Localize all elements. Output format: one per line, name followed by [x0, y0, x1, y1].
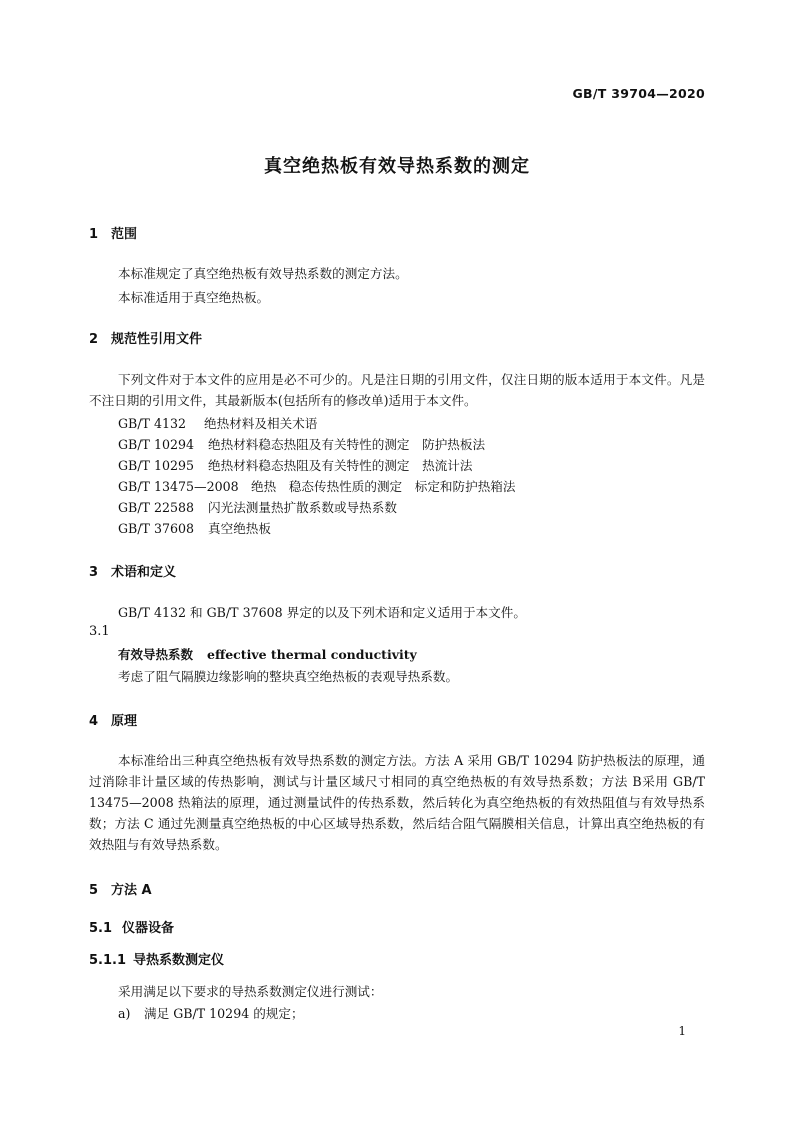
reference-code: GB/T 4132: [118, 416, 187, 431]
section-title: 导热系数测定仪: [133, 953, 225, 968]
paragraph: 本标准适用于真空绝热板。: [118, 290, 270, 305]
reference-item: [118, 518, 271, 537]
section-title: 仪器设备: [122, 921, 175, 936]
section-5-heading: [89, 879, 152, 898]
doc-code-header: GB/T 39704—2020: [572, 86, 705, 101]
reference-item: [118, 476, 515, 495]
section-3-heading: [89, 561, 176, 580]
list-item-text: 满足 GB/T 10294 的规定；: [144, 1006, 304, 1021]
reference-code: GB/T 10295: [118, 458, 195, 473]
reference-name: 绝热材料稳态热阻及有关特性的测定 防护热板法: [208, 437, 486, 452]
reference-item: [118, 455, 472, 474]
reference-item: [118, 497, 397, 516]
section-2-heading: [89, 328, 202, 347]
section-title: 规范性引用文件: [111, 332, 203, 347]
paragraph: 本标准给出三种真空绝热板有效导热系数的测定方法。方法 A 采用 GB/T 10294 防护热板法的原理，通过消除非计量区域的传热影响，测试与计量区域尺寸相同的真空绝热板的有效导热系数；方法 B采用 GB/T 13475—2008 热箱法的原理，通过测量试件的传热系数，然后转化为真空绝热板的有效热阻值与有效导热系数；方法 C 通过先测量真空绝热板的中心区域导热系数，然后结合阻气隔膜相关信息，计算出真空绝热板的有效热阻与有效导热系数。: [89, 753, 705, 852]
term-chinese: 有效导热系数: [118, 647, 194, 662]
section-number: 5.1: [89, 921, 113, 936]
term-english: effective thermal conductivity: [207, 647, 417, 662]
reference-name: 绝热材料稳态热阻及有关特性的测定 热流计法: [208, 458, 473, 473]
reference-name: 闪光法测量热扩散系数或导热系数: [208, 500, 397, 515]
section-number: 4: [89, 714, 99, 729]
reference-item: [118, 413, 317, 432]
term-number: 3.1: [89, 624, 110, 639]
section-title: 原理: [111, 714, 138, 729]
reference-item: [118, 434, 485, 453]
reference-name: 绝热材料及相关术语: [204, 416, 318, 431]
list-item: [118, 1003, 304, 1022]
section-title: 方法 A: [111, 883, 152, 898]
reference-code: GB/T 22588: [118, 500, 195, 515]
section-number: 1: [89, 227, 99, 242]
paragraph: 下列文件对于本文件的应用是必不可少的。凡是注日期的引用文件，仅注日期的版本适用于本文件。凡是不注日期的引用文件，其最新版本(包括所有的修改单)适用于本文件。: [89, 372, 705, 408]
paragraph: 本标准规定了真空绝热板有效导热系数的测定方法。: [118, 266, 408, 281]
section-4-heading: [89, 710, 137, 729]
section-1-heading: [89, 223, 137, 242]
reference-code: GB/T 13475—2008: [118, 479, 239, 494]
section-number: 3: [89, 565, 99, 580]
section-number: 5.1.1: [89, 953, 127, 968]
section-number: 2: [89, 332, 99, 347]
term-definition: 考虑了阻气隔膜边缘影响的整块真空绝热板的表观导热系数。: [118, 669, 459, 684]
paragraph: GB/T 4132 和 GB/T 37608 界定的以及下列术语和定义适用于本文件。: [118, 605, 526, 620]
subsection-5-1-1-heading: [89, 949, 224, 968]
page-title: 真空绝热板有效导热系数的测定: [264, 156, 530, 177]
section-title: 术语和定义: [111, 565, 177, 580]
section-number: 5: [89, 883, 99, 898]
reference-name: 绝热 稳态传热性质的测定 标定和防护热箱法: [251, 479, 516, 494]
page-number: 1: [678, 1024, 686, 1038]
list-item-label: a): [118, 1006, 131, 1021]
term-entry: [118, 645, 417, 663]
section-title: 范围: [111, 227, 138, 242]
reference-code: GB/T 10294: [118, 437, 195, 452]
paragraph: 采用满足以下要求的导热系数测定仪进行测试：: [118, 984, 383, 999]
reference-code: GB/T 37608: [118, 521, 195, 536]
reference-name: 真空绝热板: [208, 521, 271, 536]
subsection-5-1-heading: [89, 917, 174, 936]
